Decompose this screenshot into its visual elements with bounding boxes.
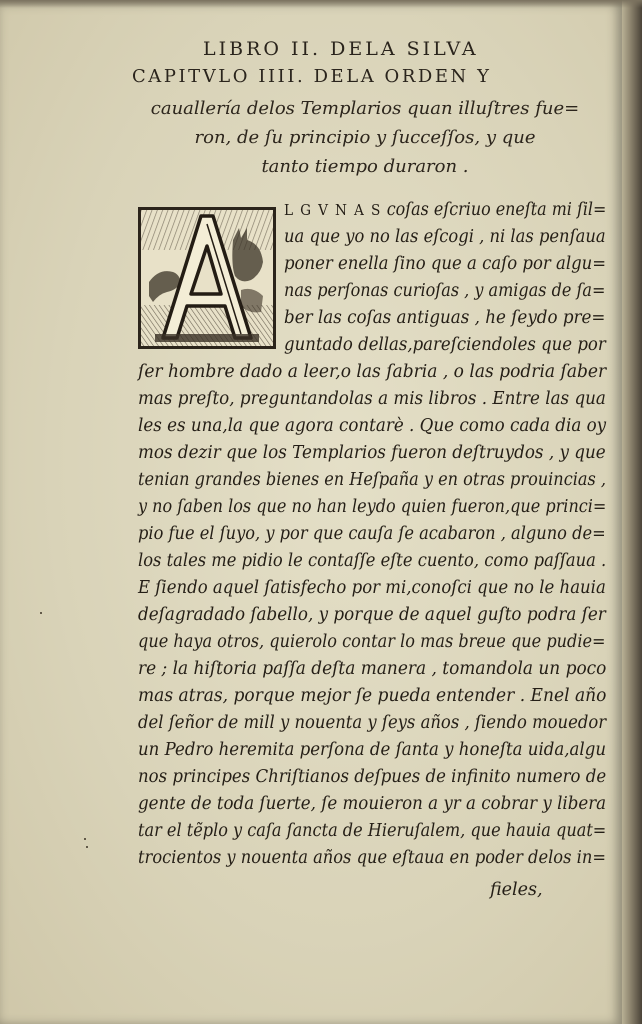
text-line-content: coſas eſcriuo eneſta mi ſil= (381, 200, 607, 220)
ink-speck (86, 846, 88, 848)
text-line: les es una,la que agora contarè . Que como cada dia oy (138, 416, 607, 436)
page-top-shadow (0, 0, 642, 8)
text-line: mas atras, porque mejor ſe pueda entender . Enel año (138, 686, 607, 706)
text-line: ua que yo no las eſcogi , ni las penſaua (284, 227, 606, 247)
text-line: que haya otros, quierolo contar lo mas breue que pudie= (138, 632, 606, 652)
text-line (284, 200, 606, 227)
text-line: gente de toda ſuerte, ſe mouieron a yr a cobrar y libera (138, 794, 607, 814)
text-line: del ſeñor de mill y nouenta y ſeys años , ſiendo mouedor (138, 713, 607, 733)
text-line: ſer hombre dado a leer,o las ſabria , o las podria ſaber (138, 362, 607, 382)
text-line: deſagradado ſabello, y porque de aquel guſto podra ſer (138, 605, 606, 625)
page-edge (622, 0, 642, 1024)
chapter-subtitle-line: tanto tiempo duraron . (261, 156, 469, 177)
text-line: E ſiendo aquel ſatisfecho por mi,conoſci que no le hauia (138, 578, 606, 598)
text-line: guntado dellas,pareſciendoles que por (284, 335, 606, 355)
text-line: mos dezir que los Templarios fueron deſtruydos , y que (138, 443, 606, 463)
text-line: tenian grandes bienes en Heſpaña y en otras prouincias , (138, 470, 607, 490)
text-line: nas perſonas curioſas , y amigas de ſa= (284, 281, 606, 301)
text-line: poner enella ſino que a caſo por algu= (284, 254, 607, 274)
text-line: un Pedro heremita perſona de ſanta y honeſta uida,algu (138, 740, 606, 760)
text-line: los tales me pidio le contaſſe eſte cuento, como paſſaua . (138, 551, 607, 571)
catchword: fieles, (490, 880, 543, 900)
text-line: pio fue el ſuyo, y por que cauſa ſe acabaron , alguno de= (138, 524, 606, 544)
chapter-subtitle (130, 94, 600, 181)
text-line: tar el tẽplo y caſa ſancta de Hieruſalem, que hauia quat= (138, 821, 607, 841)
chapter-heading: CAPITVLO IIII. DELA ORDEN Y (132, 66, 492, 87)
text-line: nos principes Chriſtianos deſpues de infinito numero de (138, 767, 607, 787)
ink-speck (40, 612, 42, 614)
text-line: trocientos y nouenta años que eſtaua en poder delos in= (138, 848, 606, 868)
chapter-subtitle-line: cauallería delos Templarios quan illuſtres fue= (150, 98, 580, 119)
text-line: mas preſto, preguntandolas a mis libros . Entre las qua (138, 389, 606, 409)
text-line: re ; la hiſtoria paſſa deſta manera , tomandola un poco (138, 659, 607, 679)
text-line: y no ſaben los que no han leydo quien fueron,que princi= (138, 497, 607, 517)
woodcut-initial-letter-icon (138, 207, 276, 349)
ink-speck (84, 838, 86, 840)
first-word-smallcaps: L G V N A S (284, 201, 382, 219)
running-head: LIBRO II. DELA SILVA (203, 38, 479, 60)
chapter-subtitle-line: ron, de ſu principio y ſucceſſos, y que (194, 127, 536, 148)
text-line: ber las coſas antiguas , he ſeydo pre= (284, 308, 606, 328)
